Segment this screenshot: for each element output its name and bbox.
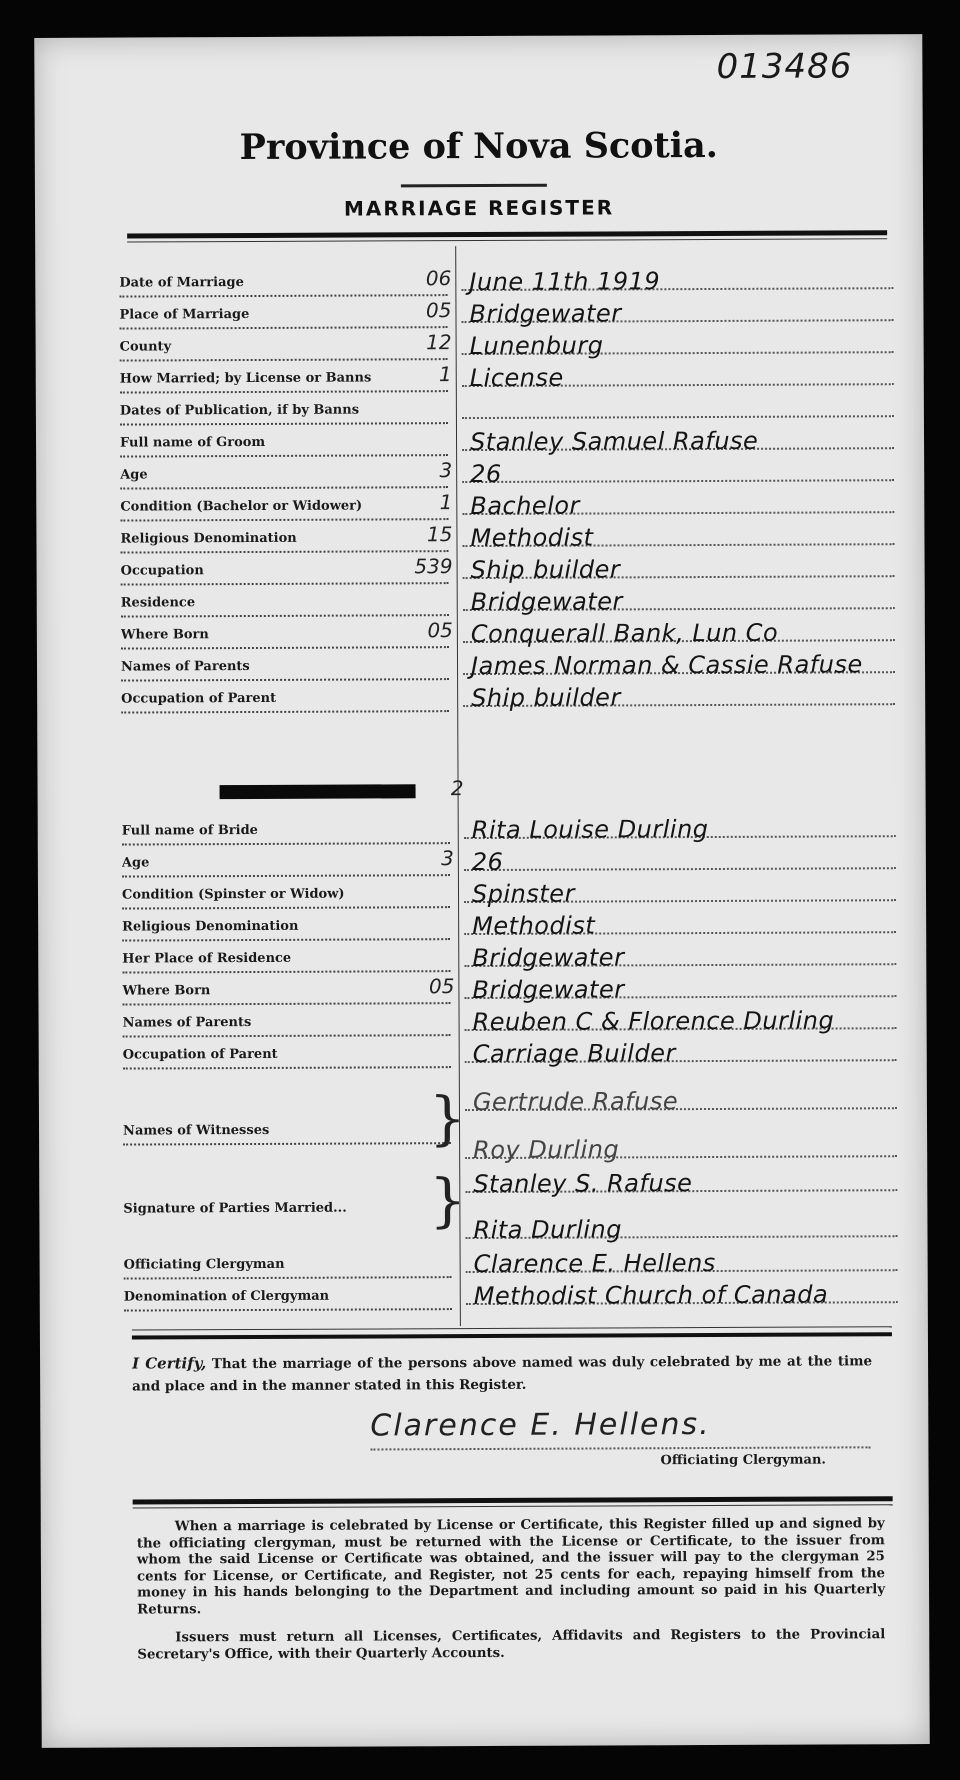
groom-field-code-condition-bachelor-or-widower: 1 <box>439 490 453 515</box>
bride-field-value-names-of-parents: Reuben C & Florence Durling <box>465 1006 897 1038</box>
certification-rule-thin <box>132 1326 892 1330</box>
bride-field-label-where-born: Where Born <box>122 982 458 1013</box>
groom-field-value-full-name-of-groom: Stanley Samuel Rafuse <box>462 426 894 458</box>
field-value-party-2: Rita Durling <box>465 1214 897 1246</box>
groom-field-code-date-of-marriage: 06 <box>425 266 452 291</box>
groom-field-code-age: 3 <box>439 458 453 483</box>
certification-text: That the marriage of the persons above named was duly celebrated by me at the time and place and in the manner stated in this Register. <box>132 1353 873 1395</box>
bride-field-value-where-born: Bridgewater <box>464 974 896 1006</box>
groom-field-label-date-of-marriage: Date of Marriage <box>119 274 455 305</box>
groom-field-value-county: Lunenburg <box>462 330 894 362</box>
note-paragraph-2: Issuers must return all Licenses, Certificates, Affidavits and Registers to the Provincial Secretary's Office, with their Quarterly Accounts. <box>137 1627 886 1663</box>
bride-field-value-full-name-of-bride: Rita Louise Durling <box>464 814 896 846</box>
groom-field-code-occupation: 539 <box>414 554 453 579</box>
bride-field-code-age: 3 <box>441 846 454 871</box>
groom-field-label-occupation-of-parent: Occupation of Parent <box>121 690 457 721</box>
groom-field-code-where-born: 05 <box>427 618 453 643</box>
note-paragraph-1: When a marriage is celebrated by License or Certificate, this Register filled up and signed by the officiating clergyman, must be returned with the License or Certificate, to the issuer from whom the said License or Certificate was obtained, and the issuer will pay to the clergyman 25 cents for License, or Certificate, and Register, not 25 cents for each, repaying himself from the money in his hands belonging to the Department and including amount so paid in his Quarterly Returns. <box>136 1516 886 1618</box>
instructions-notes <box>137 1516 886 1675</box>
groom-field-code-county: 12 <box>426 330 452 355</box>
bride-field-value-her-place-of-residence: Bridgewater <box>464 942 896 974</box>
groom-field-label-full-name-of-groom: Full name of Groom <box>120 434 456 465</box>
certification-statement <box>132 1349 872 1397</box>
field-value-clergy-denomination: Methodist Church of Canada <box>466 1280 898 1312</box>
bride-field-label-full-name-of-bride: Full name of Bride <box>122 822 458 853</box>
bride-field-label-religious-denomination: Religious Denomination <box>122 918 458 949</box>
clergyman-signature: Clarence E. Hellens. <box>370 1407 711 1444</box>
groom-field-label-where-born: Where Born <box>121 626 457 657</box>
groom-field-value-residence: Bridgewater <box>463 586 895 618</box>
groom-field-label-dates-of-publication-if-by-banns: Dates of Publication, if by Banns <box>120 402 456 433</box>
groom-field-label-how-married-by-license-or-banns: How Married; by License or Banns <box>120 370 456 401</box>
signature-caption: Officiating Clergyman. <box>660 1452 826 1469</box>
bride-field-value-age: 26 <box>464 846 896 878</box>
groom-field-value-age: 26 <box>462 458 894 490</box>
field-label-clergy-denomination: Denomination of Clergyman <box>124 1288 460 1319</box>
bride-field-label-occupation-of-parent: Occupation of Parent <box>123 1046 459 1077</box>
bride-field-label-condition-spinster-or-widow: Condition (Spinster or Widow) <box>122 886 458 917</box>
signature-line <box>370 1446 870 1450</box>
groom-field-label-names-of-parents: Names of Parents <box>121 658 457 689</box>
groom-field-value-names-of-parents: James Norman & Cassie Rafuse <box>463 650 895 682</box>
groom-field-label-age: Age <box>120 466 456 497</box>
groom-field-label-condition-bachelor-or-widower: Condition (Bachelor or Widower) <box>120 498 456 529</box>
bride-field-code-where-born: 05 <box>428 974 455 999</box>
bride-field-value-occupation-of-parent: Carriage Builder <box>465 1038 897 1070</box>
groom-field-label-residence: Residence <box>121 594 457 625</box>
bride-field-value-religious-denomination: Methodist <box>464 910 896 942</box>
header-rule <box>127 230 887 238</box>
field-value-officiating-clergyman: Clarence E. Hellens <box>466 1248 898 1280</box>
register-sheet <box>34 34 929 1748</box>
groom-field-value-date-of-marriage: June 11th 1919 <box>461 266 893 298</box>
document-number: 013486 <box>716 46 853 87</box>
notes-rule <box>133 1496 893 1504</box>
groom-field-value-occupation-of-parent: Ship builder <box>463 682 895 714</box>
certification-lead: I Certify, <box>132 1354 207 1373</box>
page-title: Province of Nova Scotia. <box>239 124 718 169</box>
groom-field-value-condition-bachelor-or-widower: Bachelor <box>462 490 894 522</box>
bride-field-label-age: Age <box>122 854 458 885</box>
bride-field-value-condition-spinster-or-widow: Spinster <box>464 878 896 910</box>
field-value-witness-2: Roy Durling <box>465 1134 897 1166</box>
groom-field-code-how-married-by-license-or-banns: 1 <box>438 362 452 387</box>
groom-field-value-how-married-by-license-or-banns: License <box>462 362 894 394</box>
field-value-witness-1: Gertrude Rafuse <box>465 1086 897 1118</box>
groom-field-code-place-of-marriage: 05 <box>425 298 452 323</box>
parties-brace: } <box>429 1166 467 1235</box>
groom-field-label-occupation: Occupation <box>121 562 457 593</box>
separator-code: 2 <box>450 776 464 801</box>
groom-field-label-county: County <box>120 338 456 369</box>
groom-field-value-occupation: Ship builder <box>463 554 895 586</box>
header-rule-thin <box>127 238 887 242</box>
groom-field-label-place-of-marriage: Place of Marriage <box>119 306 455 337</box>
groom-field-value-where-born: Conquerall Bank, Lun Co <box>463 618 895 650</box>
field-label-parties: Signature of Parties Married... <box>123 1200 347 1217</box>
certification-rule <box>132 1332 892 1339</box>
register-subtitle: MARRIAGE REGISTER <box>343 195 615 221</box>
title-underline <box>401 184 547 188</box>
groom-field-value-dates-of-publication-if-by-banns <box>462 394 894 426</box>
field-label-witnesses: Names of Witnesses <box>123 1122 459 1153</box>
field-label-officiating-clergyman: Officiating Clergyman <box>124 1256 460 1287</box>
groom-field-value-place-of-marriage: Bridgewater <box>461 298 893 330</box>
field-value-party-1: Stanley S. Rafuse <box>465 1168 897 1200</box>
groom-field-code-religious-denomination: 15 <box>426 522 453 547</box>
notes-rule-thin <box>133 1504 893 1508</box>
bride-field-label-names-of-parents: Names of Parents <box>123 1014 459 1045</box>
bride-field-label-her-place-of-residence: Her Place of Residence <box>122 950 458 981</box>
witnesses-brace: } <box>428 1084 467 1153</box>
groom-field-value-religious-denomination: Methodist <box>462 522 894 554</box>
groom-field-label-religious-denomination: Religious Denomination <box>120 530 456 561</box>
